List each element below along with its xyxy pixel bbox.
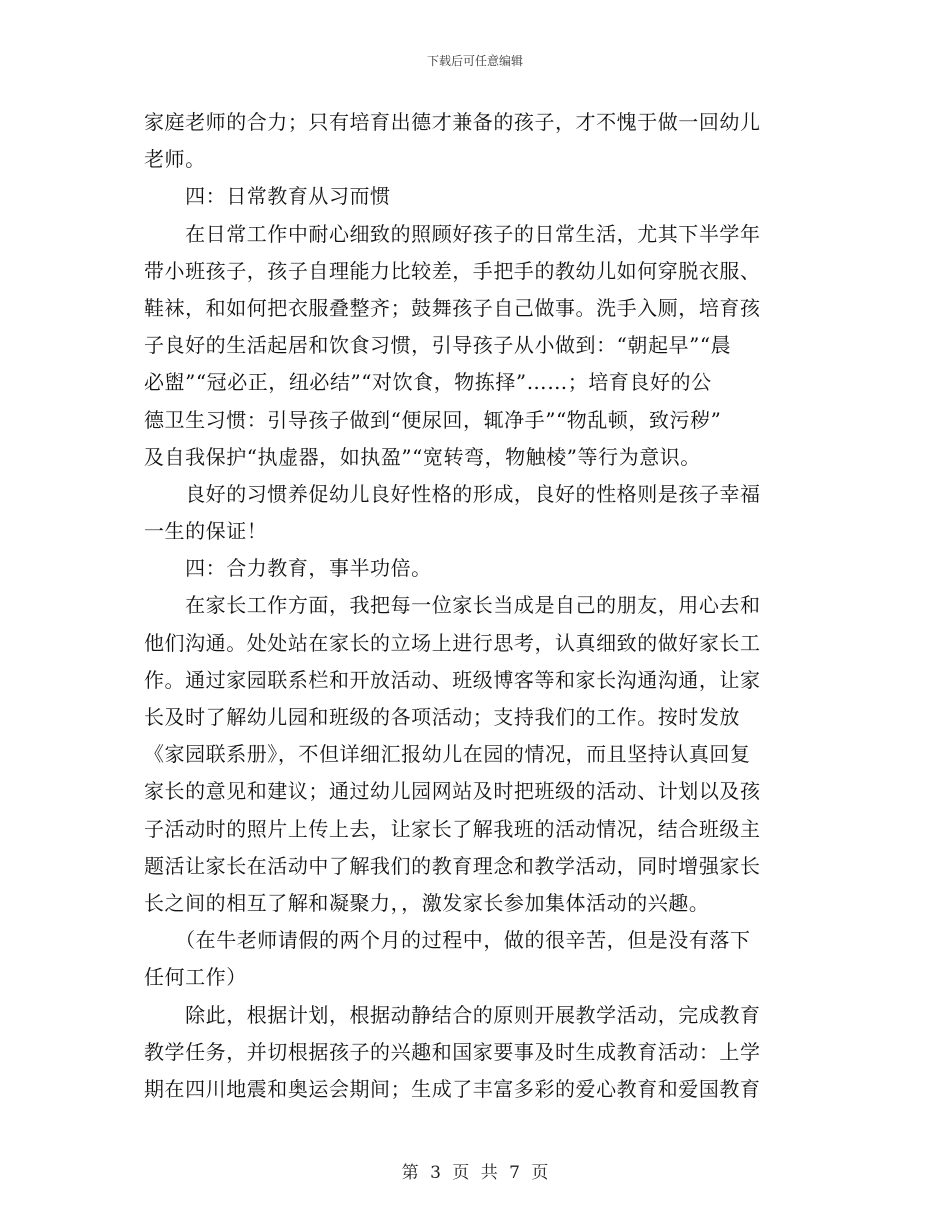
page-number-footer: 第 3 页 共 7 页 [401,1163,549,1183]
section-heading: 四：日常教育从习而惯 [144,184,391,209]
paragraph-line: 教学任务，并切根据孩子的兴趣和国家要事及时生成教育活动：上学 [144,1039,761,1064]
section-heading: 四：合力教育，事半功倍。 [144,556,432,581]
page-header: 下载后可任意编辑 [426,54,523,68]
paragraph-line: 除此，根据计划，根据动静结合的原则开展教学活动，完成教育 [144,1002,761,1027]
paragraph-line: 家庭老师的合力；只有培育出德才兼备的孩子，才不愧于做一回幼儿 [144,110,761,134]
paragraph-line: 必盥”“冠必正，纽必结”“对饮食，物拣择”……；培育良好的公 [144,370,712,395]
paragraph-line: 他们沟通。处处站在家长的立场上进行思考，认真细致的做好家长工 [144,630,761,655]
paragraph-line: 期在四川地震和奥运会期间；生成了丰富多彩的爱心教育和爱国教育 [144,1076,761,1101]
paragraph-line: 《家园联系册》，不但详细汇报幼儿在园的情况，而且坚持认真回复 [144,742,751,767]
paragraph-line: 在日常工作中耐心细致的照顾好孩子的日常生活，尤其下半学年 [144,221,761,246]
paragraph-line: 德卫生习惯：引导孩子做到“便尿回，辄净手”“物乱顿，致污秽” [144,407,722,432]
paragraph-line: 鞋袜，和如何把衣服叠整齐；鼓舞孩子自己做事。洗手入厕，培育孩 [144,295,761,320]
paragraph-line: 老师。 [144,147,206,172]
paragraph-line: 家长的意见和建议；通过幼儿园网站及时把班级的活动、计划以及孩 [144,779,761,804]
document-body [144,104,810,1108]
paragraph-line: 及自我保护“执虚器，如执盈”“宽转弯，物触棱”等行为意识。 [144,444,701,469]
paragraph-line: 子良好的生活起居和饮食习惯，引导孩子从小做到：“朝起早”“晨 [144,333,732,358]
paragraph-line: 子活动时的照片上传上去，让家长了解我班的活动情况，结合班级主 [144,816,761,841]
paragraph-line: 一生的保证！ [144,519,268,544]
paragraph-line: 题活让家长在活动中了解我们的教育理念和教学活动，同时增强家长 [144,853,761,878]
paragraph-line: 长之间的相互了解和凝聚力，，激发家长参加集体活动的兴趣。 [144,890,710,915]
paragraph-line: 良好的习惯养促幼儿良好性格的形成，良好的性格则是孩子幸福 [144,481,761,506]
paragraph-line: （在牛老师请假的两个月的过程中，做的很辛苦，但是没有落下 [144,928,751,953]
paragraph-line: 在家长工作方面，我把每一位家长当成是自己的朋友，用心去和 [144,593,761,618]
paragraph-line: 带小班孩子，孩子自理能力比较差，手把手的教幼儿如何穿脱衣服、 [144,258,761,283]
paragraph-line: 任何工作） [144,965,247,990]
paragraph-line: 作。通过家园联系栏和开放活动、班级博客等和家长沟通沟通，让家 [144,667,761,692]
paragraph-line: 长及时了解幼儿园和班级的各项活动；支持我们的工作。按时发放 [144,705,740,729]
